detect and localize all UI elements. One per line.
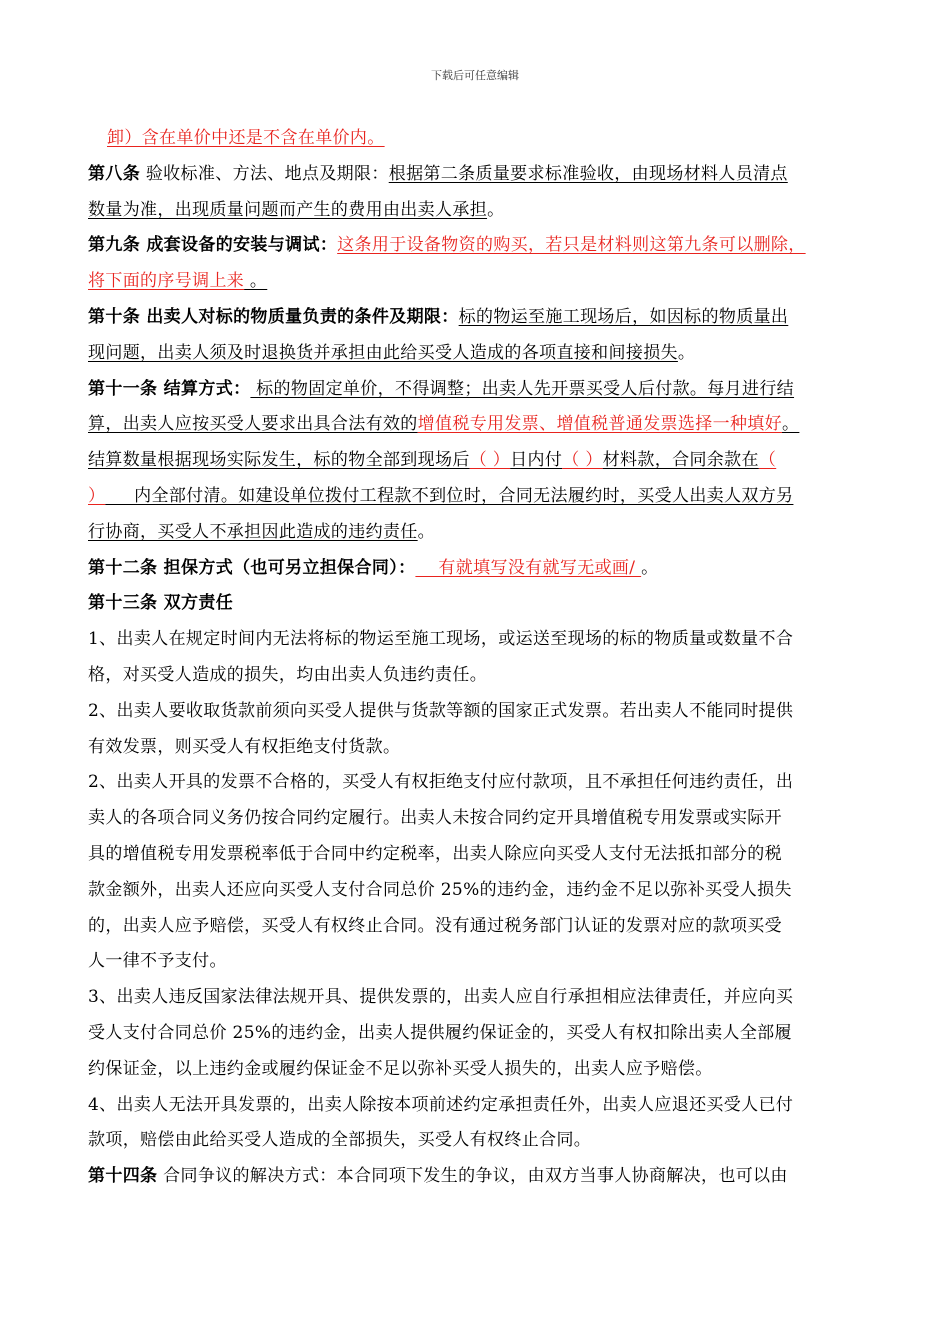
text-run: 内全部付清。如建设单位拨付工程款不到位时，合同无法履约时，买受人出卖人双方另 — [105, 486, 794, 506]
text-run: 材料款，合同余款在 — [602, 450, 759, 470]
text-run: 的，出卖人应予赔偿，买受人有权终止合同。没有通过税务部门认证的发票对应的款项买受 — [88, 916, 782, 936]
text-run: 现问题，出卖人须及时退换货并承担由此给买受人造成的各项直接和间接损失 — [88, 343, 678, 363]
clause-heading: 第十三条 双方责任 — [88, 593, 234, 613]
text-run: 人一律不予支付。 — [88, 951, 227, 971]
text-run: 格，对买受人造成的损失，均由出卖人负违约责任。 — [88, 665, 488, 685]
text-line — [88, 628, 793, 650]
text-run: 标的物固定单价，不得调整；出卖人先开票买受人后付款。每月进行结 — [250, 379, 795, 399]
text-line — [88, 1094, 793, 1116]
text-line — [88, 378, 794, 400]
text-line — [88, 807, 782, 829]
text-line — [88, 879, 792, 901]
text-line — [88, 234, 806, 256]
text-run: 结算数量根据现场实际发生，标的物全部到现场后 — [88, 450, 470, 470]
text-line — [88, 843, 782, 865]
text-line — [107, 127, 385, 149]
text-line — [88, 664, 487, 686]
clause-heading: 第十二条 担保方式（也可另立担保合同）： — [88, 558, 416, 578]
clause-heading: 第十一条 结算方式： — [88, 379, 251, 399]
fill-in-hint: ） — [88, 486, 106, 506]
text-line — [88, 306, 788, 328]
fill-in-hint: （ ） — [469, 450, 511, 470]
text-line — [88, 736, 400, 758]
text-run: 。 — [417, 522, 436, 542]
text-run: 款项，赔偿由此给买受人造成的全部损失，买受人有权终止合同。 — [88, 1130, 592, 1150]
text-run: 具的增值税专用发票税率低于合同中约定税率，出卖人除应向买受人支付无法抵扣部分的税 — [88, 844, 782, 864]
text-run: 标的物运至施工现场后，如因标的物质量出 — [458, 307, 789, 327]
fill-in-hint: （ ） — [562, 450, 603, 470]
text-line — [88, 163, 788, 185]
fill-in-hint: 有就填写没有就写无或画/ — [415, 558, 642, 578]
text-run: 。 — [487, 200, 505, 220]
text-line — [88, 521, 435, 543]
text-line — [88, 950, 227, 972]
text-run: 算，出卖人应按买受人要求出具合法有效的 — [88, 414, 418, 434]
text-run: 行协商，买受人不承担因此造成的违约责任 — [88, 522, 418, 542]
text-run: 2、出卖人开具的发票不合格的，买受人有权拒绝支付应付款项，且不承担任何违约责任，出 — [88, 772, 794, 792]
text-run: 验收标准、方法、地点及期限： — [140, 164, 389, 184]
text-run: 合同争议的解决方式：本合同项下发生的争议，由双方当事人协商解决，也可以由 — [157, 1166, 788, 1186]
text-line — [88, 342, 695, 364]
fill-in-hint: 增值税专用发票、增值税普通发票选择一种填好 — [417, 414, 783, 434]
text-line — [88, 270, 267, 292]
fill-in-hint: （ — [758, 450, 777, 470]
fill-in-hint: 卸）含在单价中还是不含在单价内。 — [107, 128, 385, 148]
page-header: 下载后可任意编辑 — [431, 69, 519, 82]
text-line — [88, 1165, 788, 1187]
text-run: 4、出卖人无法开具发票的，出卖人除按本项前述约定承担责任外，出卖人应退还买受人已付 — [88, 1095, 794, 1115]
text-line — [88, 1022, 792, 1044]
text-line — [88, 915, 782, 937]
text-line — [88, 700, 793, 722]
text-line — [88, 771, 793, 793]
text-line — [88, 413, 799, 435]
clause-heading: 第九条 成套设备的安装与调试： — [88, 235, 338, 255]
text-run: 2、出卖人要收取货款前须向买受人提供与货款等额的国家正式发票。若出卖人不能同时提供 — [88, 701, 794, 721]
text-line — [88, 592, 233, 614]
text-run: 3、出卖人违反国家法律法规开具、提供发票的，出卖人应自行承担相应法律责任，并应向买 — [88, 987, 794, 1007]
text-line — [88, 1058, 713, 1080]
text-line — [88, 449, 776, 471]
text-run: 。 — [244, 271, 268, 291]
text-run: 有效发票，则买受人有权拒绝支付货款。 — [88, 737, 401, 757]
fill-in-hint: 将下面的序号调上来 — [88, 271, 245, 291]
text-run: 款金额外，出卖人还应向买受人支付合同总价 25%的违约金，违约金不足以弥补买受人损失 — [88, 880, 792, 900]
text-run: 数量为准，出现质量问题而产生的费用由出卖人承担 — [88, 200, 488, 220]
text-run: 1、出卖人在规定时间内无法将标的物运至施工现场，或运送至现场的标的物质量或数量不合 — [88, 629, 794, 649]
text-line — [88, 199, 504, 221]
text-line — [88, 557, 658, 579]
text-run: 。 — [782, 414, 800, 434]
clause-heading: 第十四条 — [88, 1166, 158, 1186]
clause-heading: 第十条 出卖人对标的物质量负责的条件及期限： — [88, 307, 459, 327]
text-run: 根据第二条质量要求标准验收，由现场材料人员清点 — [388, 164, 788, 184]
text-line — [88, 485, 793, 507]
text-line — [88, 986, 793, 1008]
text-run: 日内付 — [510, 450, 563, 470]
text-run: 受人支付合同总价 25%的违约金，出卖人提供履约保证金的，买受人有权扣除出卖人全部履 — [88, 1023, 792, 1043]
text-run: 约保证金，以上违约金或履约保证金不足以弥补买受人损失的，出卖人应予赔偿。 — [88, 1059, 713, 1079]
text-line — [88, 1129, 591, 1151]
text-run: 。 — [677, 343, 696, 363]
text-run: 卖人的各项合同义务仍按合同约定履行。出卖人未按合同约定开具增值税专用发票或实际开 — [88, 808, 782, 828]
text-run: 。 — [641, 558, 659, 578]
clause-heading: 第八条 — [88, 164, 141, 184]
fill-in-hint: 这条用于设备物资的购买，若只是材料则这第九条可以删除， — [337, 235, 806, 255]
